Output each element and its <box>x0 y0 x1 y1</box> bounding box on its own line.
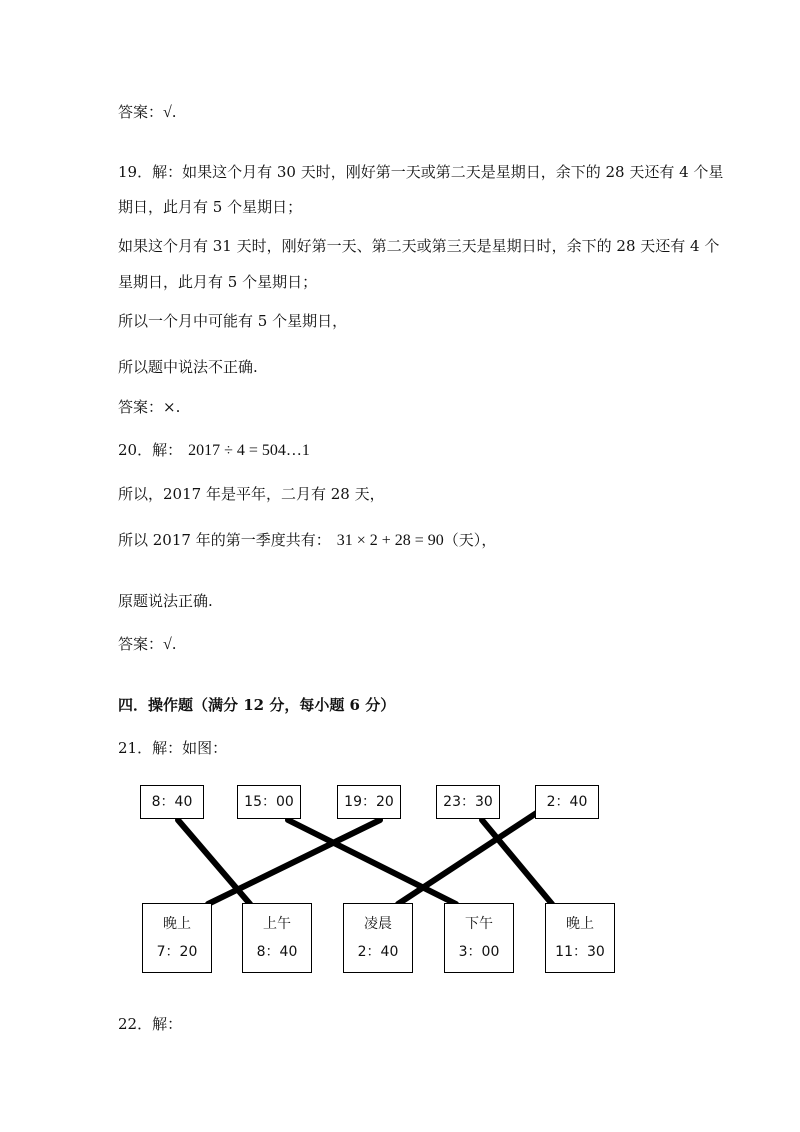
q19-line-1: 19．解：如果这个月有 30 天时，刚好第一天或第二天是星期日，余下的 28 天还有 4 个星 <box>118 163 724 181</box>
period-label: 上午 <box>263 916 291 932</box>
formula-total-days: 31 × 2 + 28 = 90 <box>336 532 444 549</box>
time-box-bottom <box>545 903 615 973</box>
answer-label: 答案： <box>118 103 164 121</box>
q20-line-3-end: ， <box>481 531 497 549</box>
q19-line-2: 期日，此月有 5 个星期日； <box>118 198 303 216</box>
answer-end: . <box>171 635 177 653</box>
q19-line-4: 星期日，此月有 5 个星期日； <box>118 273 318 291</box>
time-label: 8：40 <box>256 944 298 960</box>
match-line-19-20 <box>208 820 380 904</box>
q19-line-6: 所以题中说法不正确. <box>118 358 258 376</box>
time-box-top: 8：40 <box>140 785 204 819</box>
time-box-bottom <box>142 903 212 973</box>
section-4-title: 四．操作题（满分 12 分，每小题 6 分） <box>118 696 396 714</box>
q20-line-3-prefix: 所以 2017 年的第一季度共有： <box>118 531 331 549</box>
time-label: 7：20 <box>156 944 198 960</box>
match-line-15-00 <box>288 820 456 904</box>
time-box-bottom <box>242 903 312 973</box>
q19-answer: 答案：×. <box>118 398 181 416</box>
time-box-top: 19：20 <box>337 785 401 819</box>
time-label: 3：00 <box>458 944 500 960</box>
unit-days: （天） <box>443 531 482 549</box>
time-box-bottom <box>444 903 514 973</box>
time-label: 11：30 <box>555 944 605 960</box>
period-label: 晚上 <box>163 916 191 932</box>
q20-line-2: 所以，2017 年是平年，二月有 28 天， <box>118 485 385 503</box>
check-mark: √ <box>163 104 172 121</box>
period-label: 晚上 <box>566 916 594 932</box>
time-box-top: 15：00 <box>237 785 301 819</box>
period-label: 凌晨 <box>364 916 392 932</box>
time-box-bottom <box>343 903 413 973</box>
answer-label: 答案： <box>118 635 164 653</box>
time-label: 2：40 <box>357 944 399 960</box>
q20-intro: 20．解： <box>118 441 183 459</box>
q21-intro: 21．解：如图： <box>118 739 228 757</box>
match-line-23-30 <box>482 820 552 904</box>
formula-division: 2017 ÷ 4 = 504…1 <box>188 442 310 459</box>
q20-line-4: 原题说法正确. <box>118 592 213 610</box>
check-mark: √ <box>163 636 172 653</box>
q19-line-3: 如果这个月有 31 天时，刚好第一天、第二天或第三天是星期日时，余下的 28 天还有 4 个 <box>118 237 720 255</box>
answer-end: . <box>171 103 177 121</box>
q22-intro: 22．解： <box>118 1015 183 1033</box>
time-box-top: 2：40 <box>535 785 599 819</box>
period-label: 下午 <box>465 916 493 932</box>
time-box-top: 23：30 <box>436 785 500 819</box>
q19-line-5: 所以一个月中可能有 5 个星期日， <box>118 312 348 330</box>
